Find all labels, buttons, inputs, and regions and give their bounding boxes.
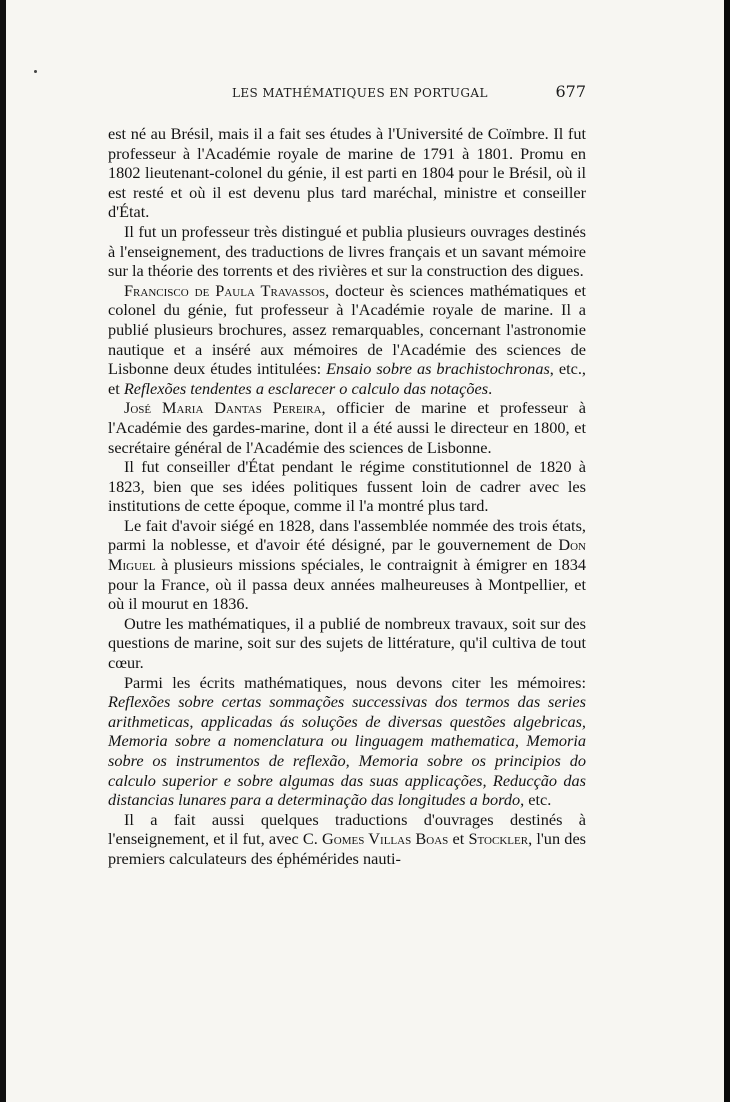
paragraph: Il a fait aussi quelques traductions d'ouvrages destinés à l'enseignement, et il fut, avec C. Gomes Villas Boas et Stockler, l'un des premiers calculateurs des éphémérides nauti- [108, 809, 587, 868]
title-italic: Reflexões tendentes a esclarecer o calculo das notações [123, 378, 489, 398]
page [6, 0, 724, 1102]
paragraph: Parmi les écrits mathématiques, nous devons citer les mémoires: Reflexões sobre certas sommações successivas dos termos das series arithmeticas, applicadas ás soluções de diversas questões algebricas, Memoria sobre a nomenclatura ou linguagem mathematica, Memoria sobre os instrumentos de reflexão, Memoria sobre os principios do calculo superior e sobre algumas das suas applicações, Reducção das distancias lunares para a determinação das longitudes a bordo, etc. [108, 672, 586, 810]
paragraph: Outre les mathématiques, il a publié de nombreux travaux, soit sur des questions de marine, soit sur des sujets de littérature, qu'il cultiva de tout cœur. [108, 613, 586, 673]
speck [34, 70, 37, 73]
person-name: José Maria Dantas Pereira [124, 398, 322, 418]
paragraph: Il fut conseiller d'État pendant le régime constitutionnel de 1820 à 1823, bien que ses idées politiques fussent loin de cadrer avec les institutions de cette époque, comme il l'a montré plus tard. [108, 457, 586, 516]
person-name: Gomes Villas Boas [322, 829, 449, 849]
title-italic: Reflexões sobre certas sommações successivas dos termos das series arithmeticas, applicadas ás soluções de diversas questões algebricas, Memoria sobre a nomenclatura ou linguagem mathematica, Memoria sobre os instrumentos de reflexão, Memoria sobre os principios do calculo superior e sobre algumas das suas applicações, Reducção das distancias lunares para a determinação das longitudes a bordo [108, 692, 586, 810]
person-name: Stockler [468, 829, 529, 849]
title-italic: Ensaio sobre as brachistochronas [326, 359, 550, 379]
paragraph: Francisco de Paula Travassos, docteur ès sciences mathématiques et colonel du génie, fut professeur à l'Académie royale de marine. Il a publié plusieurs brochures, assez remarquables, concernant l'astronomie nautique et a inséré aux mémoires de l'Académie des sciences de Lisbonne deux études intitulées: Ensaio sobre as brachistochronas, etc., et Reflexões tendentes a esclarecer o calculo das notações. [108, 280, 586, 398]
person-name: Don Miguel [108, 535, 586, 575]
body-text [108, 124, 586, 869]
running-header [108, 82, 586, 101]
paragraph: Il fut un professeur très distingué et publia plusieurs ouvrages destinés à l'enseignement, des traductions de livres français et un savant mémoire sur la théorie des torrents et des rivières et sur la construction des digues. [108, 221, 586, 281]
paragraph: Le fait d'avoir siégé en 1828, dans l'assemblée nommée des trois états, parmi la noblesse, et d'avoir été désigné, par le gouvernement de Don Miguel à plusieurs missions spéciales, le contraignit à émigrer en 1834 pour la France, où il passa deux années malheureuses à Montpellier, et où il mourut en 1836. [108, 515, 586, 614]
paragraph: José Maria Dantas Pereira, officier de marine et professeur à l'Académie des gardes-marine, dont il a été aussi le directeur en 1800, et secrétaire général de l'Académie des sciences de Lisbonne. [108, 398, 587, 457]
page-number: 677 [555, 82, 586, 101]
scan-edge [724, 0, 730, 1102]
person-name: Francisco de Paula Travassos [124, 280, 326, 300]
running-title: LES MATHÉMATIQUES EN PORTUGAL [232, 86, 488, 100]
paragraph: est né au Brésil, mais il a fait ses études à l'Université de Coïmbre. Il fut professeur à l'Académie royale de marine de 1791 à 1801. Promu en 1802 lieutenant-colonel du génie, il est parti en 1804 pour le Brésil, où il est resté et où il est devenu plus tard maréchal, ministre et conseiller d'État. [108, 124, 586, 222]
